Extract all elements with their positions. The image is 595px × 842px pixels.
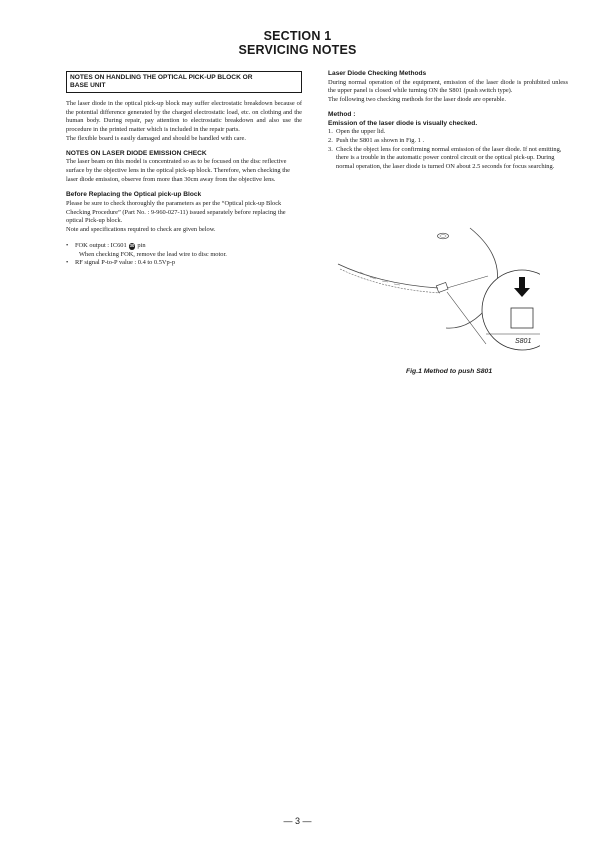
bullet-fok [66,242,302,251]
emission-heading: NOTES ON LASER DIODE EMISSION CHECK [66,149,207,157]
step-text: Open the upper lid. [336,128,386,136]
flexible-board-note: The flexible board is easily damaged and should be handled with care. [66,134,246,142]
callout-line-top [447,276,488,288]
step-text: Check the object lens for confirming normal emission of the laser diode. If not emitting, there is a trouble in the automatic power control circuit or the optical pick-up. During normal operation, the laser diode is turned ON about 2.5 seconds for focus searching. [336,145,562,171]
step-item [328,146,568,172]
handling-heading-line-2: BASE UNIT [70,82,106,90]
fok-prefix: FOK output : IC601 [75,241,129,249]
methods-paragraph: During normal operation of the equipment, emission of the laser diode is prohibited unless the upper panel is closed while turning ON the S801 (push switch type). [328,78,568,95]
page-number: — 3 — [283,816,312,826]
figure-caption: Fig.1 Method to push S801 [406,368,493,375]
push-arrow-shaft [519,277,525,288]
callout-line-bottom [447,292,486,344]
replace-note: Note and specifications required to check are given below. [66,226,216,234]
handling-heading-box [66,71,302,93]
right-column [328,70,568,172]
methods-heading: Laser Diode Checking Methods [328,70,427,77]
step-number: 2. [328,136,333,144]
emission-paragraph: The laser beam on this model is concentrated so as to be focused on the disc reflective surface by the objective lens in the optical pick-up block. Therefore, when checking the laser diode emission, observe from more than 30cm away from the objective lens. [66,158,291,183]
lid-band-outer [338,264,438,288]
bullet-mark: • [66,241,69,249]
bullet-rf [66,259,302,268]
figure-1-diagram [330,222,540,362]
replace-heading: Before Replacing the Optical pick-up Block [66,191,202,199]
rf-signal-text: RF signal P-to-P value : 0.4 to 0.5Vp-p [75,259,176,267]
switch-connector [436,282,448,292]
section-title: SERVICING NOTES [238,43,357,57]
fok-suffix: pin [135,241,146,249]
handling-paragraph: The laser diode in the optical pick-up block may suffer electrostatic breakdown because of the potential difference generated by the charged electrostatic load, etc. on clothing and the human body. During repair, pay attention to electrostatic breakdown and also use the procedure in the printed matter which is included in the repair parts. [66,100,302,134]
section-number: SECTION 1 [263,29,332,43]
s801-switch [511,308,533,328]
methods-paragraph-2: The following two checking methods for the laser diode are operable. [328,96,506,104]
step-number: 1. [328,128,333,136]
pin-number-badge: 30 [129,243,135,249]
fok-subnote: When checking FOK, remove the lead wire to disc motor. [79,250,227,258]
handling-heading-line-1: NOTES ON HANDLING THE OPTICAL PICK-UP BLOCK OR [70,74,253,81]
s801-label: S801 [515,338,532,345]
step-item [328,137,568,146]
bullet-mark: • [66,259,69,267]
step-number: 3. [328,145,333,153]
lid-band-ticks [360,272,400,285]
left-column [66,100,302,268]
step-item [328,128,568,137]
step-text: Push the S801 as shown in Fig. 1 . [336,136,425,144]
oval-marker-inner [440,235,446,238]
steps-list [328,128,568,172]
method-label: Method : [328,110,356,118]
method-title: Emission of the laser diode is visually checked. [328,119,478,127]
replace-paragraph: Please be sure to check thoroughly the parameters as per the “Optical pick-up Block Checking Procedure” (Part No. : 9-960-027-11) issued separately before replacing the optical Pick-up block. [66,200,286,225]
oval-marker [438,233,449,239]
